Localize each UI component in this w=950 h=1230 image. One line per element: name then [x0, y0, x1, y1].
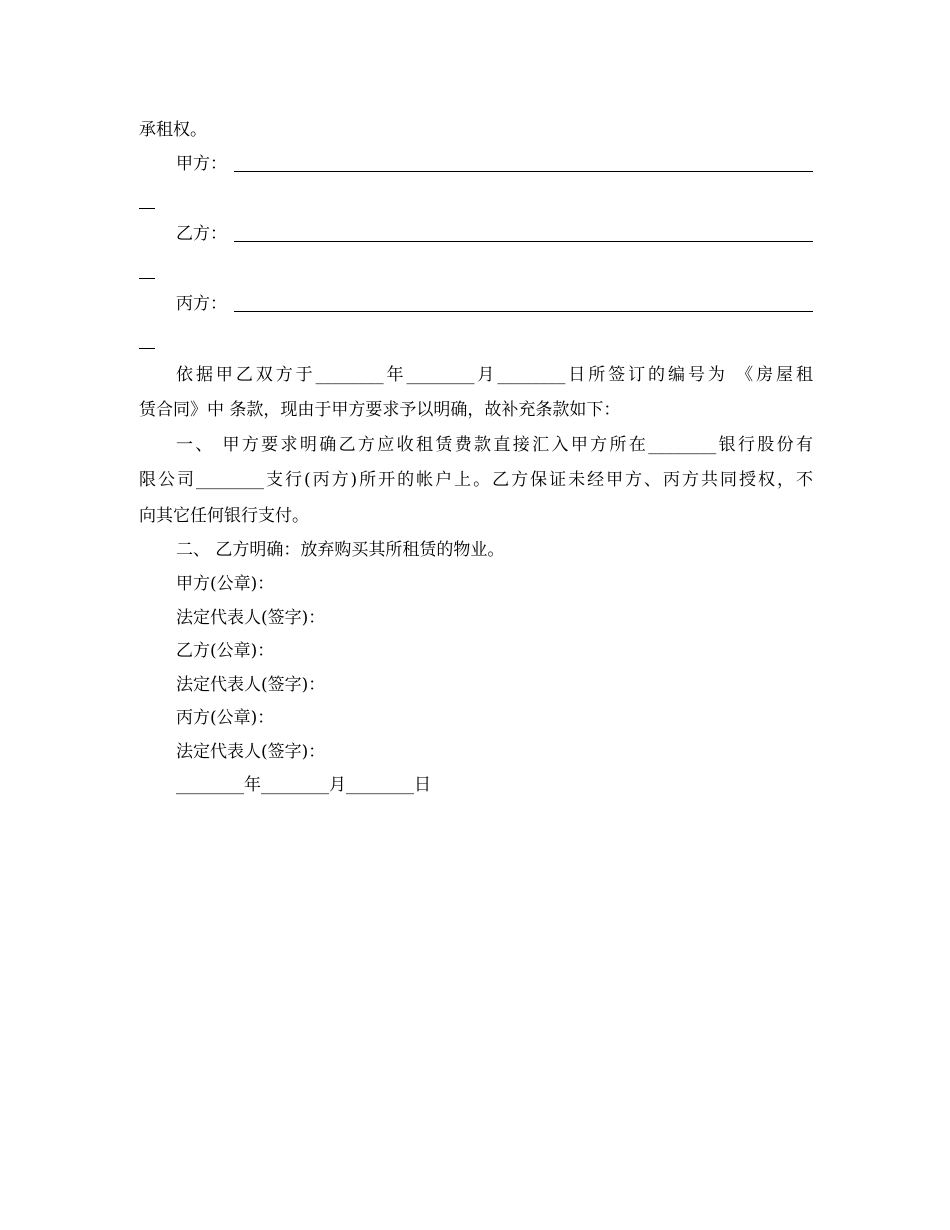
clause-1-line: 限公司________支行(丙方)所开的帐户上。乙方保证未经甲方、丙方共同授权，不 [139, 470, 813, 490]
party-a-representative-label: 法定代表人(签字)： [176, 608, 326, 628]
party-b-label: 乙方： [176, 224, 227, 244]
party-b-field [176, 223, 813, 245]
party-c-field [176, 293, 813, 315]
paragraph-line: 依据甲乙双方于________年________月________日所签订的编号为 《房屋租 [176, 365, 813, 385]
wrap-dash [139, 208, 155, 209]
party-a-field [176, 153, 813, 175]
party-b-blank-line [234, 241, 813, 242]
party-c-blank-line [234, 311, 813, 312]
clause-1-line: 一、 甲方要求明确乙方应收租赁费款直接汇入甲方所在________银行股份有 [176, 435, 813, 455]
wrap-dash [139, 278, 155, 279]
party-c-representative-label: 法定代表人(签字)： [176, 742, 326, 762]
party-b-seal-label: 乙方(公章)： [176, 641, 275, 661]
party-a-blank-line [234, 171, 813, 172]
party-c-seal-label: 丙方(公章)： [176, 708, 275, 728]
text-line: 承租权。 [139, 120, 207, 140]
party-c-label: 丙方： [176, 294, 227, 314]
clause-1-line: 向其它任何银行支付。 [139, 506, 309, 526]
date-line: ________年________月________日 [176, 775, 431, 795]
clause-2-line: 二、 乙方明确：放弃购买其所租赁的物业。 [176, 540, 505, 560]
party-a-label: 甲方： [176, 154, 227, 174]
party-b-representative-label: 法定代表人(签字)： [176, 675, 326, 695]
party-a-seal-label: 甲方(公章)： [176, 574, 275, 594]
paragraph-line: 赁合同》中 条款，现由于甲方要求予以明确，故补充条款如下： [139, 400, 621, 420]
wrap-dash [139, 348, 155, 349]
